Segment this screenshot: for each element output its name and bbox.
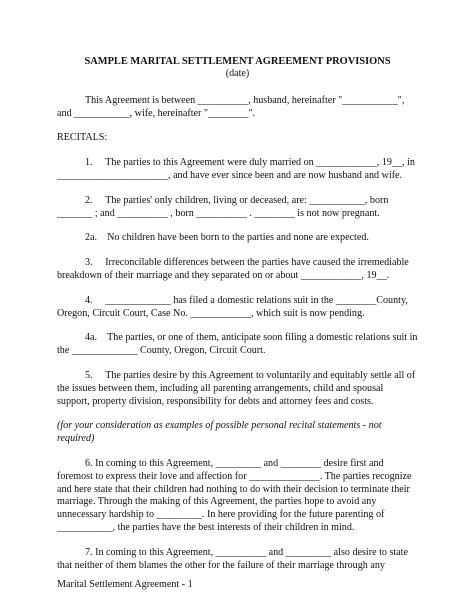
recital-5: 5. The parties desire by this Agreement to voluntarily and equitably settle all of the issues between them, including all parenting arrangements, child and spousal support, property division, responsibility for debts and attorney fees and costs.: [57, 369, 416, 407]
recital-4: 4. _____________ has filed a domestic relations suit in the ________County, Oregon, Circuit Court, Case No. ____________, which suit is now pending.: [57, 294, 408, 319]
intro-paragraph: This Agreement is between __________, husband, hereinafter "___________", and ___________, wife, hereinafter "________".: [57, 94, 405, 119]
example-7: 7. In coming to this Agreement, __________ and _________ also desire to state that neither of them blames the other for the failure of their marriage through any: [57, 546, 408, 571]
recital-1: 1. The parties to this Agreement were duly married on ____________, 19__, in ______________________, and have ever since been and are now husband and wife.: [57, 157, 415, 181]
recital-2a: 2a. No children have been born to the parties and none are expected.: [85, 232, 369, 244]
page-footer: Marital Settlement Agreement - 1: [57, 579, 193, 590]
document-date: (date): [225, 68, 250, 79]
document-title: SAMPLE MARITAL SETTLEMENT AGREEMENT PROVISIONS: [84, 56, 391, 67]
recital-4a: 4a. The parties, or one of them, anticipate soon filing a domestic relations suit in the _____________ County, Oregon, Circuit Court.: [57, 332, 418, 357]
example-6: 6. In coming to this Agreement, _________ and ________ desire first and foremost to express their love and affection for ______________. The parties recognize and here state that their children had nothing to do with their decision to terminate their marriage. Through the making of this Agreement, the parties hope to avoid any unnecessary hardship to _________. In here providing for the future parenting of ___________, the parties have the best interests of their children in mind.: [57, 457, 412, 533]
recital-2: 2. The parties' only children, living or deceased, are: ___________, born _______ ; and __________ , born __________ . ________ is not now pregnant.: [57, 194, 389, 219]
recital-3: 3. Irreconcilable differences between the parties have caused the irremediable breakdown of their marriage and they separated on or about ____________, 19__.: [57, 257, 409, 281]
consideration-note: (for your consideration as examples of possible personal recital statements - not required): [57, 420, 382, 445]
recitals-heading: RECITALS:: [57, 132, 108, 144]
